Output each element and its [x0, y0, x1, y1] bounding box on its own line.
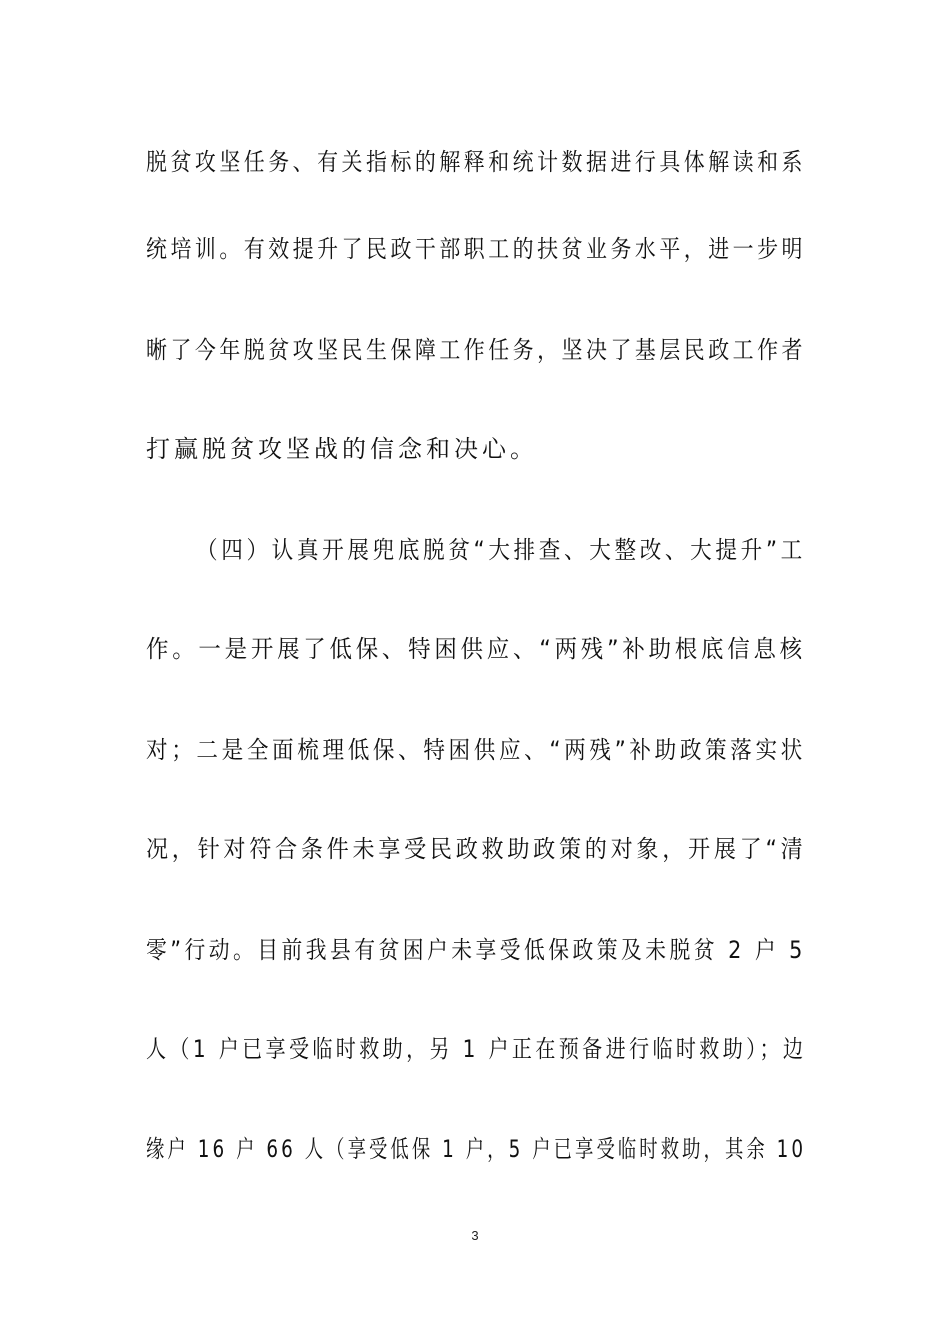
text-line: 对；二是全面梳理低保、特困供应、“两残”补助政策落实状	[146, 736, 806, 764]
text-line: 作。一是开展了低保、特困供应、“两残”补助根底信息核	[146, 635, 806, 663]
page-number: 3	[471, 1228, 479, 1243]
text-line: 晰了今年脱贫攻坚民生保障工作任务，坚决了基层民政工作者	[146, 336, 806, 364]
text-line: 零”行动。目前我县有贫困户未享受低保政策及未脱贫 2 户 5	[146, 936, 806, 964]
paragraph-start-line: （四）认真开展兜底脱贫“大排查、大整改、大提升”工	[196, 536, 806, 564]
text-line: 况，针对符合条件未享受民政救助政策的对象，开展了“清	[146, 835, 807, 863]
text-line: 统培训。有效提升了民政干部职工的扶贫业务水平，进一步明	[146, 235, 806, 263]
text-line: 缘户 16 户 66 人（享受低保 1 户，5 户已享受临时救助，其余 10	[146, 1135, 807, 1163]
text-line: 人（1 户已享受临时救助，另 1 户正在预备进行临时救助）；边	[146, 1035, 807, 1063]
text-line: 打赢脱贫攻坚战的信念和决心。	[146, 435, 538, 463]
text-line: 脱贫攻坚任务、有关指标的解释和统计数据进行具体解读和系	[146, 148, 806, 176]
